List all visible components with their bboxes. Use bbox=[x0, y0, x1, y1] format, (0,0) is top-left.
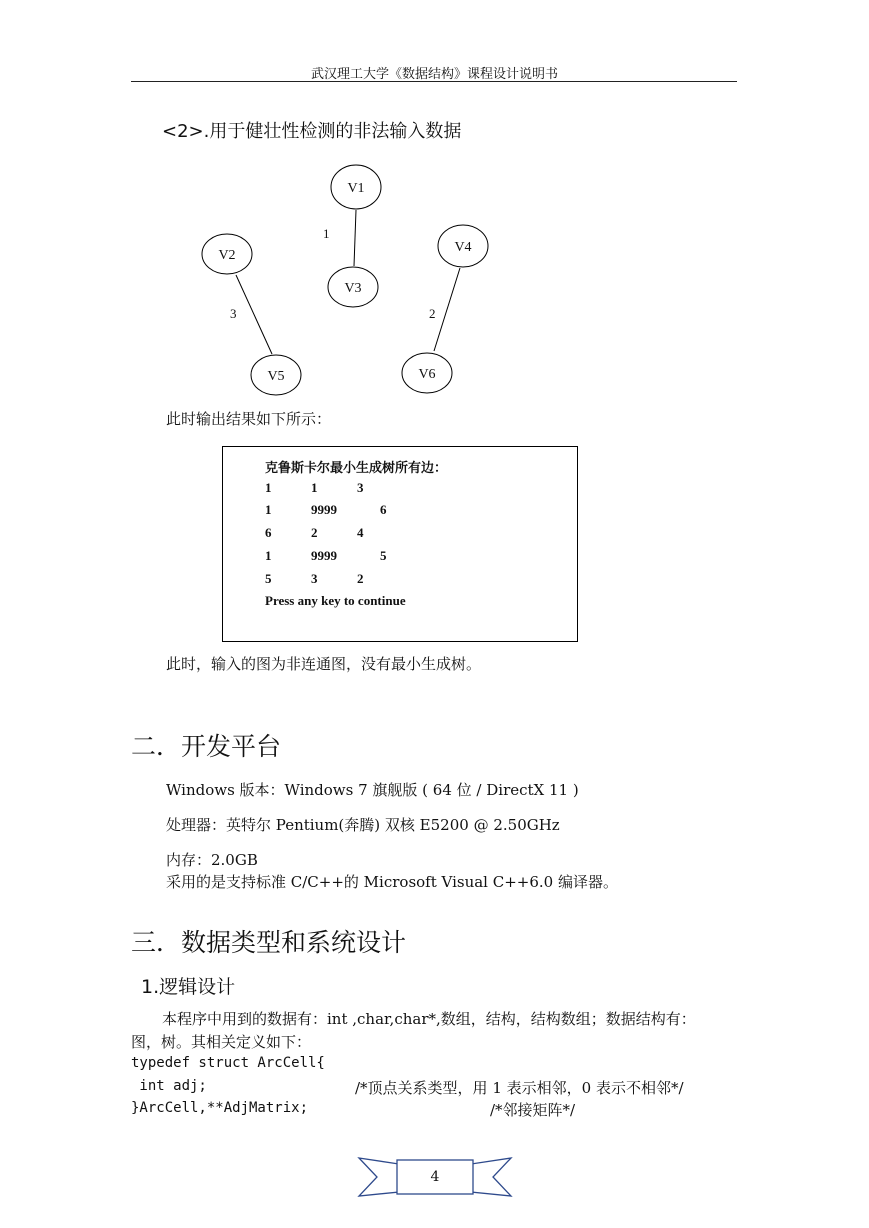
platform-windows: Windows 版本：Windows 7 旗舰版 ( 64 位 / DirectX 11 ) bbox=[166, 781, 579, 799]
console-title: 克鲁斯卡尔最小生成树所有边： bbox=[265, 460, 448, 475]
graph-nodes bbox=[202, 165, 488, 395]
code-comment: /*顶点关系类型，用 1 表示相邻，0 表示不相邻*/ bbox=[355, 1079, 684, 1097]
logic-design-paragraph-cont: 图，树。其相关定义如下： bbox=[131, 1033, 312, 1051]
page-header-title: 武汉理工大学《数据结构》课程设计说明书 bbox=[310, 67, 558, 82]
console-cell: 6 bbox=[265, 525, 272, 540]
console-cell: 3 bbox=[311, 571, 318, 586]
logic-design-paragraph: 本程序中用到的数据有：int ,char,char*,数组，结构，结构数组；数据结构有： bbox=[162, 1010, 696, 1028]
edge-weight-label: 3 bbox=[230, 306, 237, 321]
node-label: V6 bbox=[418, 367, 436, 382]
conclusion-text: 此时，输入的图为非连通图，没有最小生成树。 bbox=[166, 655, 482, 673]
node-label: V5 bbox=[267, 369, 285, 384]
edge-v2-v5 bbox=[236, 275, 272, 354]
console-cell: 2 bbox=[311, 525, 318, 540]
edge-weight-label: 2 bbox=[429, 306, 436, 321]
console-cell: 4 bbox=[357, 525, 364, 540]
ornament-right-ribbon bbox=[471, 1158, 511, 1196]
console-cell: 5 bbox=[265, 571, 272, 586]
console-cell: 1 bbox=[265, 548, 272, 563]
node-label: V2 bbox=[218, 248, 236, 263]
edge-v4-v6 bbox=[434, 268, 460, 351]
code-line: }ArcCell,**AdjMatrix; bbox=[131, 1100, 309, 1116]
console-cell: 5 bbox=[380, 548, 387, 563]
console-cell: 9999 bbox=[311, 502, 337, 517]
edge-weight-labels bbox=[230, 226, 436, 321]
logic-design-heading: 1.逻辑设计 bbox=[141, 976, 236, 998]
edge-weight-label: 1 bbox=[323, 226, 330, 241]
console-cell: 3 bbox=[357, 480, 364, 495]
console-cell: 2 bbox=[357, 571, 364, 586]
section-2-heading: 二．开发平台 bbox=[131, 732, 282, 761]
platform-cpu: 处理器：英特尔 Pentium(奔腾) 双核 E5200 @ 2.50GHz bbox=[166, 816, 560, 834]
console-cell: 6 bbox=[380, 502, 387, 517]
section-3-heading: 三．数据类型和系统设计 bbox=[131, 928, 407, 957]
node-label: V3 bbox=[344, 281, 362, 296]
node-label: V4 bbox=[454, 240, 472, 255]
platform-memory: 内存：2.0GB bbox=[166, 851, 258, 869]
graph-figure bbox=[0, 0, 869, 410]
console-footer: Press any key to continue bbox=[265, 593, 406, 608]
code-comment: /*邻接矩阵*/ bbox=[490, 1101, 576, 1119]
console-cell: 1 bbox=[265, 502, 272, 517]
node-label: V1 bbox=[347, 181, 365, 196]
output-intro: 此时输出结果如下所示： bbox=[166, 410, 332, 428]
robustness-heading: <2>.用于健壮性检测的非法输入数据 bbox=[162, 121, 462, 142]
edge-v1-v3 bbox=[354, 210, 356, 266]
ornament-left-ribbon bbox=[359, 1158, 399, 1196]
code-line: typedef struct ArcCell{ bbox=[131, 1055, 325, 1071]
platform-compiler: 采用的是支持标准 C/C++的 Microsoft Visual C++6.0 编译器。 bbox=[166, 873, 618, 891]
console-cell: 1 bbox=[265, 480, 272, 495]
console-cell: 9999 bbox=[311, 548, 337, 563]
code-line: int adj; bbox=[131, 1078, 207, 1094]
console-cell: 1 bbox=[311, 480, 318, 495]
page-number: 4 bbox=[430, 1169, 440, 1185]
